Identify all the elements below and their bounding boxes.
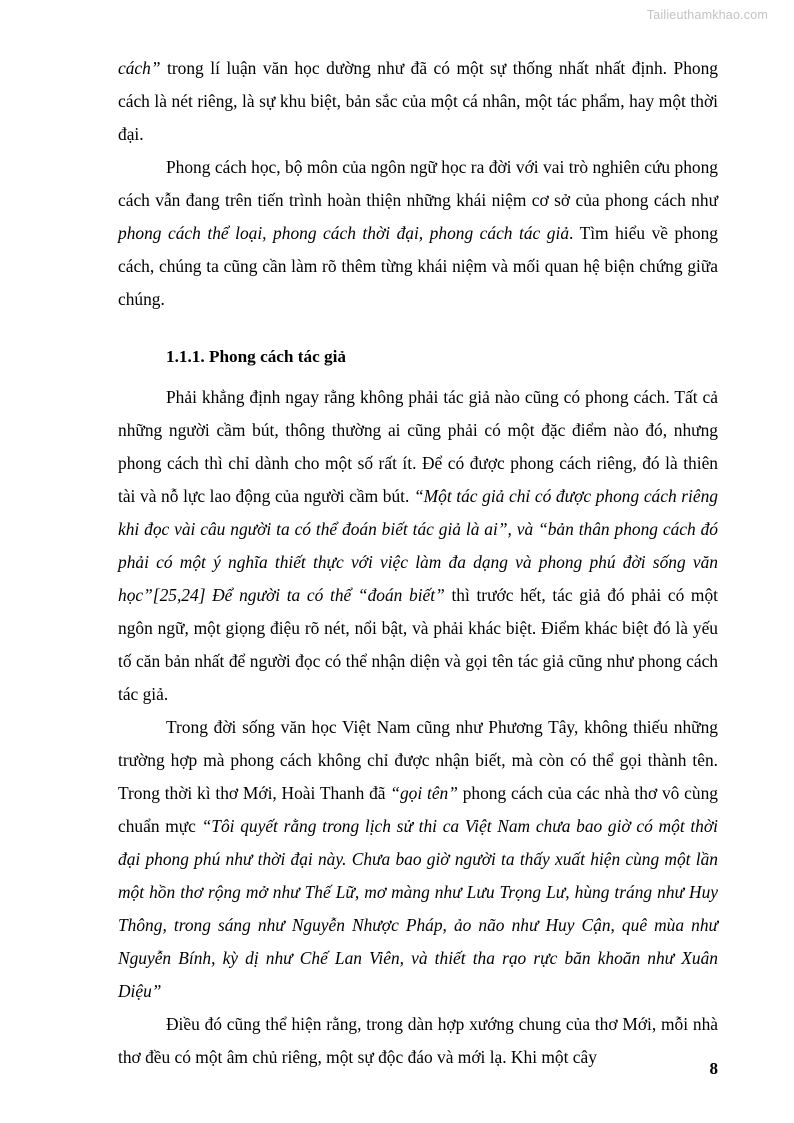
paragraph-3-connector: , và — [507, 519, 539, 539]
paragraph-3-quote-2: “bản thân phong cách đó phải có một ý nghĩa thiết thực với việc làm đa dạng và phong phú đời sống văn học” — [118, 519, 718, 605]
paragraph-4-quote-1: “gọi tên” — [390, 783, 458, 803]
paragraph-2 — [118, 151, 718, 316]
paragraph-2-part-c: . Tìm hiểu về phong cách, chúng ta cũng cần làm rõ thêm từng khái niệm và mối quan hệ biện chứng giữa chúng. — [118, 223, 718, 309]
watermark-text: Tailieuthamkhao.com — [646, 8, 768, 22]
section-heading-1-1-1: 1.1.1. Phong cách tác giả — [166, 347, 346, 366]
paragraph-3 — [118, 381, 718, 711]
page-number: 8 — [709, 1059, 718, 1078]
paragraph-1-italic-lead: cách” — [118, 58, 161, 78]
paragraph-5: Điều đó cũng thể hiện rằng, trong dàn hợp xướng chung của thơ Mới, mỗi nhà thơ đều có một âm chủ riêng, một sự độc đáo và mới lạ. Khi một cây — [118, 1014, 718, 1067]
paragraph-4-part-c: phong cách của các nhà thơ vô cùng chuẩn mực — [118, 783, 718, 836]
paragraph-3-part-g: thì trước hết, tác giả đó phải có một ngôn ngữ, một giọng điệu rõ nét, nổi bật, và phải khác biệt. Điểm khác biệt đó là yếu tố căn bản nhất để người đọc có thể nhận diện và gọi tên tác giả cũng như phong cách tác giả. — [118, 585, 718, 704]
paragraph-3-part-a: Phải khẳng định ngay rằng không phải tác giả nào cũng có phong cách. Tất cả những người cầm bút, thông thường ai cũng phải có một đặc điểm nào đó, nhưng phong cách thì chỉ dành cho một số rất ít. Để có được phong cách riêng, đó là thiên tài và nỗ lực lao động của người cầm bút. — [118, 387, 718, 506]
paragraph-4-part-a: Trong đời sống văn học Việt Nam cũng như Phương Tây, không thiếu những trường hợp mà phong cách không chỉ được nhận biết, mà còn có thể gọi thành tên. Trong thời kì thơ Mới, Hoài Thanh đã — [118, 717, 718, 803]
paragraph-1-body: trong lí luận văn học dường như đã có một sự thống nhất nhất định. Phong cách là nét riêng, là sự khu biệt, bản sắc của một cá nhân, một tác phẩm, hay một thời đại. — [118, 58, 718, 144]
paragraph-3-quote-1: “Một tác giả chỉ có được phong cách riêng khi đọc vài câu người ta có thể đoán biết tác giả là ai” — [118, 486, 718, 539]
paragraph-3-quote-3: “đoán biết” — [357, 585, 445, 605]
paragraph-1 — [118, 52, 718, 151]
page-content — [118, 52, 718, 1074]
paragraph-4 — [118, 711, 718, 1008]
paragraph-2-part-a: Phong cách học, bộ môn của ngôn ngữ học ra đời với vai trò nghiên cứu phong cách vẫn đang trên tiến trình hoàn thiện những khái niệm cơ sở của phong cách như — [118, 157, 718, 210]
paragraph-3-citation: [25,24] Để người ta có thể — [152, 585, 358, 605]
paragraph-4-long-quote: “Tôi quyết rằng trong lịch sử thi ca Việt Nam chưa bao giờ có một thời đại phong phú như thời đại này. Chưa bao giờ người ta thấy xuất hiện cùng một lần một hồn thơ rộng mở như Thế Lữ, mơ màng như Lưu Trọng Lư, hùng tráng như Huy Thông, trong sáng như Nguyễn Nhược Pháp, ảo não như Huy Cận, quê mùa như Nguyễn Bính, kỳ dị như Chế Lan Viên, và thiết tha rạo rực băn khoăn như Xuân Diệu” — [118, 816, 718, 1001]
paragraph-2-italic-terms: phong cách thể loại, phong cách thời đại, phong cách tác giả — [118, 223, 570, 243]
